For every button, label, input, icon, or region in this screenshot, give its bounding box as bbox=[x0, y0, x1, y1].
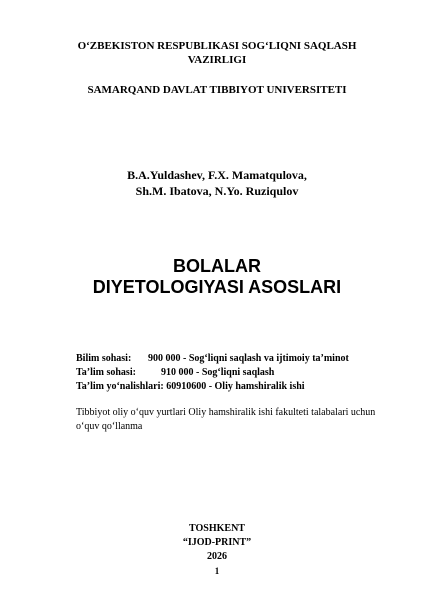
publisher-name: “IJOD-PRINT” bbox=[182, 537, 252, 548]
description-line1: Tibbiyot oliy o‘quv yurtlari Oliy hamshiralik ishi fakulteti talabalari uchun bbox=[76, 407, 376, 418]
publication-year: 2026 bbox=[207, 551, 227, 562]
authors-line1: B.A.Yuldashev, F.X. Mamatqulova, bbox=[127, 168, 307, 182]
book-title-line2: DIYETOLOGIYASI ASOSLARI bbox=[92, 277, 342, 297]
talim-sohasi-label: Ta’lim sohasi: bbox=[76, 367, 136, 378]
publication-city: TOSHKENT bbox=[189, 523, 245, 534]
authors-line2: Sh.M. Ibatova, N.Yo. Ruziqulov bbox=[135, 184, 299, 198]
page-number: 1 bbox=[214, 566, 220, 576]
ministry-name-line2: VAZIRLIGI bbox=[187, 54, 247, 66]
talim-yonalishi-row: Ta’lim yo‘nalishlari: 60910600 - Oliy hamshiralik ishi bbox=[76, 381, 305, 392]
bilim-sohasi-row bbox=[76, 353, 416, 364]
book-title-line1: BOLALAR bbox=[173, 256, 261, 276]
ministry-name-line1: O‘ZBEKISTON RESPUBLIKASI SOG‘LIQNI SAQLASH bbox=[77, 40, 357, 52]
university-name: SAMARQAND DAVLAT TIBBIYOT UNIVERSITETI bbox=[87, 84, 347, 96]
talim-sohasi-value: 910 000 - Sog‘liqni saqlash bbox=[161, 367, 275, 378]
bilim-sohasi-value: 900 000 - Sog‘liqni saqlash va ijtimoiy ta’minot bbox=[148, 353, 349, 364]
talim-sohasi-row bbox=[76, 367, 416, 378]
description-line2: o‘quv qo‘llanma bbox=[76, 421, 143, 432]
bilim-sohasi-label: Bilim sohasi: bbox=[76, 353, 132, 364]
